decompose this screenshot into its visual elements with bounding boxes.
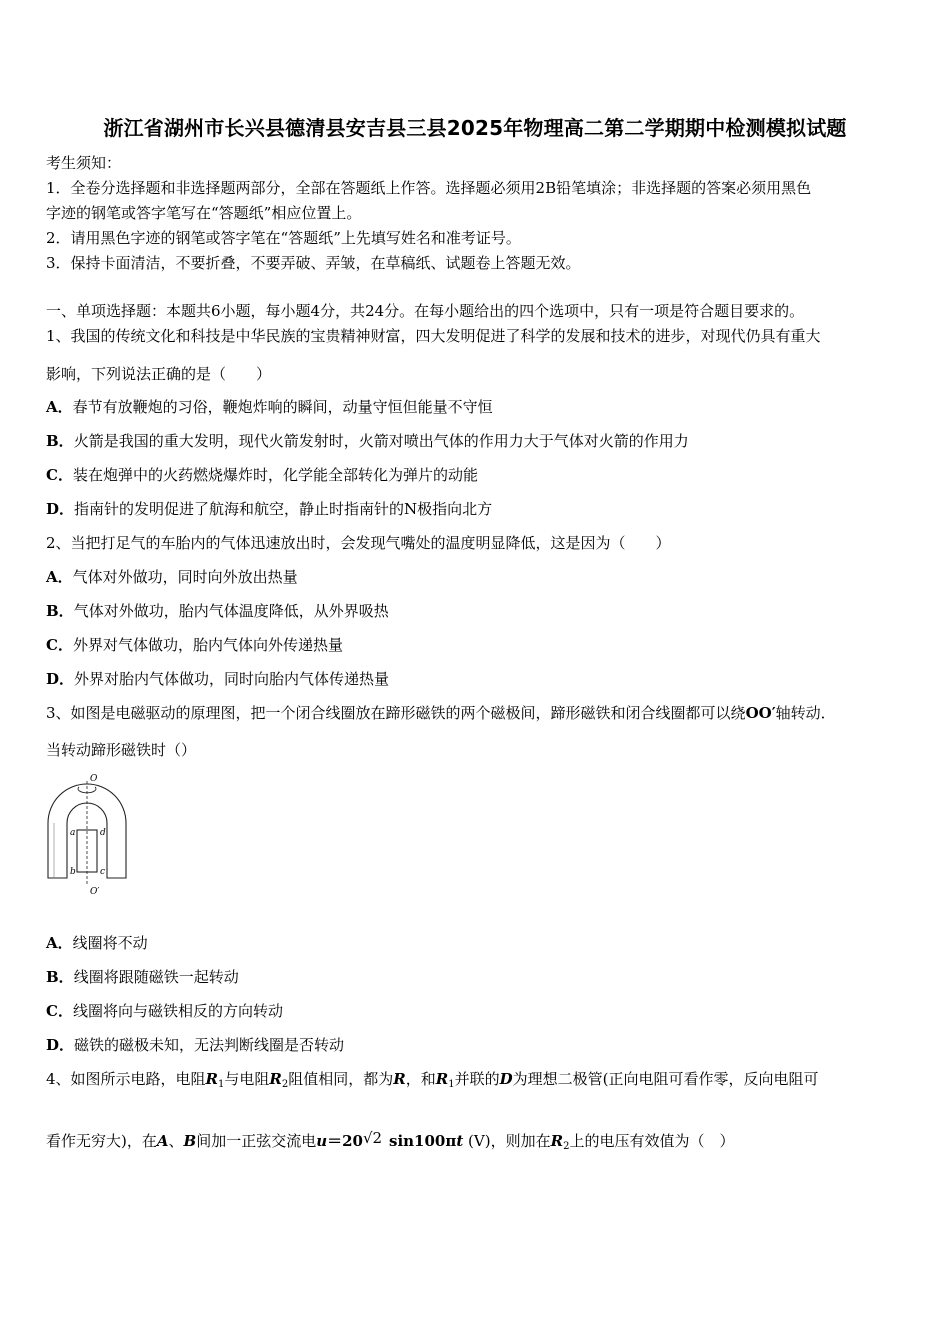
q1-option-a: A．春节有放鞭炮的习俗，鞭炮炸响的瞬间，动量守恒但能量不守恒	[46, 398, 493, 416]
q2-option-d: D．外界对胎内气体做功，同时向胎内气体传递热量	[46, 670, 390, 688]
q1-stem-line1: 1、我国的传统文化和科技是中华民族的宝贵精神财富，四大发明促进了科学的发展和技术的进步，对现代仍具有重大	[46, 327, 821, 345]
q3-stem-line1: 3、如图是电磁驱动的原理图，把一个闭合线圈放在蹄形磁铁的两个磁极间，蹄形磁铁和闭合线圈都可以绕OO′轴转动．	[46, 704, 836, 722]
notice-item-2: 2．请用黑色字迹的钢笔或答字笔在“答题纸”上先填写姓名和准考证号。	[46, 229, 521, 247]
corner-d-label: d	[100, 828, 106, 838]
q2-option-b: B．气体对外做功，胎内气体温度降低，从外界吸热	[46, 602, 389, 620]
q3-option-d: D．磁铁的磁极未知，无法判断线圈是否转动	[46, 1036, 345, 1054]
q3-option-c: C．线圈将向与磁铁相反的方向转动	[46, 1002, 283, 1020]
corner-a-label: a	[70, 828, 76, 838]
notice-item-1: 1．全卷分选择题和非选择题两部分，全部在答题纸上作答。选择题必须用2B铅笔填涂；非选择题的答案必须用黑色	[46, 179, 812, 197]
q2-stem: 2、当把打足气的车胎内的气体迅速放出时，会发现气嘴处的温度明显降低，这是因为（ ）	[46, 534, 671, 552]
corner-b-label: b	[70, 867, 76, 877]
section-heading: 一、单项选择题：本题共6小题，每小题4分，共24分。在每小题给出的四个选项中，只有一项是符合题目要求的。	[46, 302, 805, 320]
q3-option-b: B．线圈将跟随磁铁一起转动	[46, 968, 239, 986]
q2-option-c: C．外界对气体做功，胎内气体向外传递热量	[46, 636, 343, 654]
notice-heading: 考生须知：	[46, 154, 122, 172]
notice-item-3: 3．保持卡面清洁，不要折叠，不要弄破、弄皱，在草稿纸、试题卷上答题无效。	[46, 254, 581, 272]
notice-item-1-cont: 字迹的钢笔或答字笔写在“答题纸”相应位置上。	[46, 204, 362, 222]
q1-option-c: C．装在炮弹中的火药燃烧爆炸时，化学能全部转化为弹片的动能	[46, 466, 478, 484]
horseshoe-magnet-figure	[44, 773, 134, 898]
q1-stem-line2: 影响，下列说法正确的是（ ）	[46, 365, 272, 383]
q1-option-b: B．火箭是我国的重大发明，现代火箭发射时，火箭对喷出气体的作用力大于气体对火箭的作用力	[46, 432, 689, 450]
q1-option-d: D．指南针的发明促进了航海和航空，静止时指南针的N极指向北方	[46, 500, 493, 518]
q4-stem-line1: 4、如图所示电路，电阻$R_1$与电阻$R_2$阻值相同，都为R，和$R_1$并联的D为理想二极管(正向电阻可看作零，反向电阻可	[46, 1070, 819, 1090]
axis-bottom-label: O′	[90, 887, 100, 897]
q2-option-a: A．气体对外做功，同时向外放出热量	[46, 568, 298, 586]
q4-stem-line2: 看作无穷大)，在A、B间加一正弦交流电u＝20 √2 sin100πt (V)，则加在$R_2$上的电压有效值为（ ）	[46, 1129, 735, 1152]
axis-top-label: O	[90, 774, 98, 784]
q3-stem-line2: 当转动蹄形磁铁时（）	[46, 741, 197, 759]
q3-option-a: A．线圈将不动	[46, 934, 148, 952]
corner-c-label: c	[100, 867, 106, 877]
exam-title: 浙江省湖州市长兴县德清县安吉县三县2025年物理高二第二学期期中检测模拟试题	[103, 116, 847, 140]
